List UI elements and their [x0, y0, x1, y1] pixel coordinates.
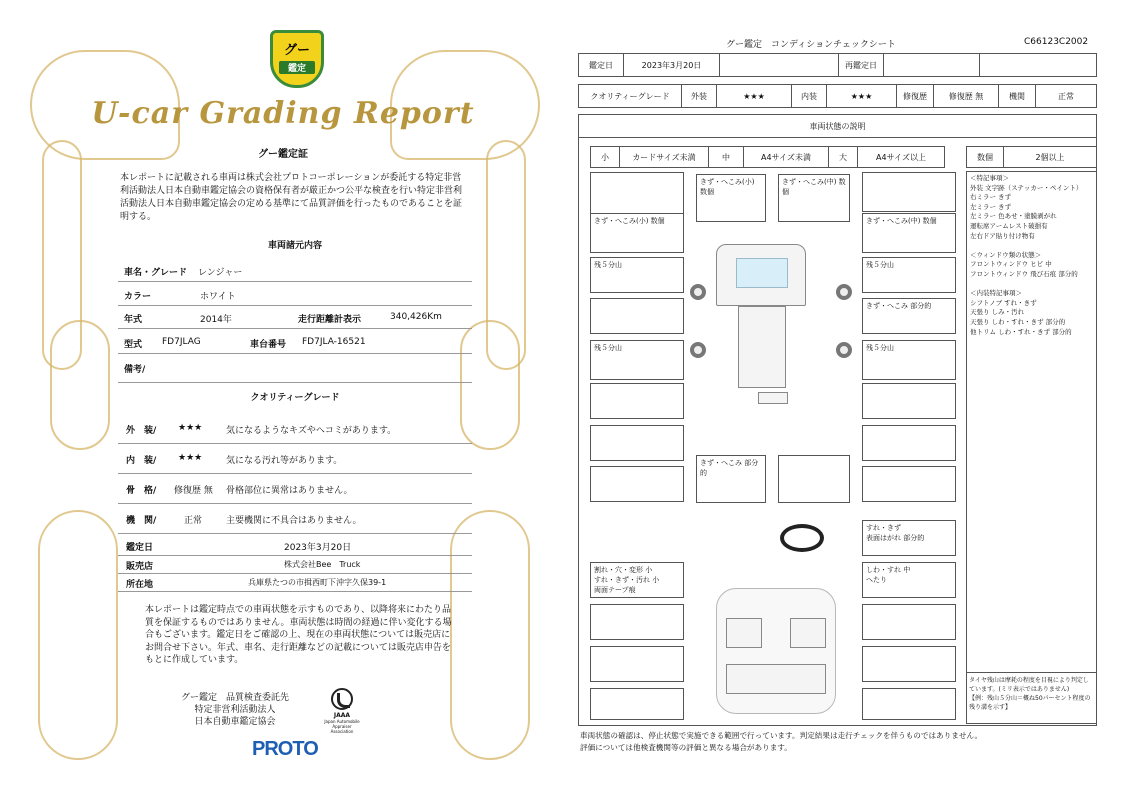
disclaimer-text: 本レポートは鑑定時点での車両状態を示すものであり、以降将来にわたり品質を保証するものではありません。車両状態は時間の経過に伴い変化する場合もございます。鑑定日をご確認の上、現在の車両状態については販売店にお問合せ下さい。年式、車名、走行距離などの記載については販売店申告をもとに作成しています。 — [145, 605, 452, 665]
rear-left-tire-icon — [690, 342, 706, 358]
passenger-seat — [790, 618, 826, 648]
size-large-label: 大 — [828, 146, 858, 168]
special-notes-box — [966, 171, 1097, 724]
appraisal-date-label: 鑑定日 — [126, 543, 154, 553]
size-small-label: 小 — [590, 146, 620, 168]
damage-box — [590, 425, 684, 461]
rear-right-tire-icon — [836, 342, 852, 358]
jaaa-text: JAAA — [333, 712, 351, 719]
damage-box — [590, 646, 684, 682]
damage-box — [862, 172, 956, 212]
chassis-label: 車台番号 — [250, 340, 287, 350]
tire-left-front: 残５分山 — [590, 257, 684, 293]
rear-seat — [726, 664, 826, 694]
sheet-id: C66123C2002 — [1024, 37, 1089, 47]
frame-label: 骨 格/ — [126, 486, 157, 496]
vehicle-year-value: 2014年 — [200, 315, 232, 325]
damage-box — [778, 455, 850, 503]
damage-box — [862, 466, 956, 502]
damage-top-center-left: きず・へこみ(小) 数個 — [696, 174, 766, 222]
vehicle-name-row — [118, 258, 472, 282]
quality-section-title: クオリティーグレード — [250, 393, 340, 403]
damage-box — [862, 646, 956, 682]
vehicle-color-row — [118, 282, 472, 306]
damage-box — [590, 604, 684, 640]
vehicle-name-value: レンジャー — [198, 268, 243, 278]
vehicle-color-label: カラー — [124, 292, 152, 302]
address-row — [118, 574, 472, 592]
ext-stars: ★★★ — [716, 84, 792, 108]
truck-body-diagram — [738, 306, 786, 388]
damage-top-center-right: きず・へこみ(中) 数個 — [778, 174, 850, 222]
size-large-desc: A4サイズ以上 — [857, 146, 945, 168]
dealer-row — [118, 556, 472, 574]
engine-row — [118, 506, 472, 534]
vehicle-year-row — [118, 305, 472, 329]
truck-bumper — [758, 392, 788, 404]
damage-box — [862, 688, 956, 720]
damage-box — [862, 604, 956, 640]
engine-value: 正常 — [184, 516, 203, 526]
sheet-title: グー鑑定 コンディションチェックシート — [726, 40, 896, 50]
interior-label: 内 装/ — [126, 456, 157, 466]
damage-right-mid: きず・へこみ 部分的 — [862, 298, 956, 334]
damage-box — [590, 298, 684, 334]
exterior-stars: ★★★ — [178, 423, 203, 433]
tire-left-rear: 残５分山 — [590, 340, 684, 380]
grade-label: クオリティーグレード — [578, 84, 682, 108]
dealer-label: 販売店 — [126, 562, 154, 572]
intro-text: 本レポートに記載される車両は株式会社プロトコーポレーションが委託する特定非営利活動法人日本自動車鑑定協会の資格保有者が厳正かつ公平な検査を行い特定非営利活動法人日本自動車鑑定協会の定める基準にて品質評価を行ったものであることを証明する。 — [120, 173, 463, 222]
vehicle-year-label: 年式 — [124, 315, 143, 325]
badge-top-text: グー — [283, 43, 310, 58]
reappraisal-label: 再鑑定日 — [838, 53, 884, 77]
exterior-label: 外 装/ — [126, 426, 157, 436]
damage-int-right: しわ・すれ 中 へたり — [862, 562, 956, 598]
interior-diagram — [716, 588, 836, 714]
engine-label: 機関 — [998, 84, 1036, 108]
tire-right-front: 残５分山 — [862, 257, 956, 293]
appraisal-date-row — [118, 536, 472, 556]
vehicle-name-label: 車名・グレード — [124, 268, 188, 278]
damage-box — [590, 466, 684, 502]
appraisal-date-value: 2023年3月20日 — [623, 53, 720, 77]
jaaa-emblem-icon — [331, 688, 353, 710]
report-subtitle: グー鑑定証 — [258, 149, 308, 160]
special-notes: ＜特記事項＞ 外装 文字跡（ステッカー・ペイント） 右ミラー きず 左ミラー きず 左ミラー 色あせ・塗膜剥がれ 運転席アームレスト破損有 左右ドア貼り付け物有 ＜ウィンドウ類の状態＞ フロントウィンドウ ヒビ 中 フロントウィンドウ 飛び石痕 部分的 ＜内装特記事項＞ シフトノブ すれ・きず 天張り しみ・汚れ 天張り しわ・すれ・きず 部分的 他トリム しわ・すれ・きず 部分的 — [970, 174, 1083, 336]
footer-note-1: 車両状態の確認は、停止状態で実施できる範囲で行っています。判定結果は走行チェックを伴うものではありません。 — [580, 731, 983, 740]
damage-int-left: 割れ・穴・変形 小 すれ・きず・汚れ 小 両面テープ痕 — [590, 562, 684, 598]
repair-value: 修復歴 無 — [933, 84, 999, 108]
damage-box — [862, 425, 956, 461]
appraisal-date-value: 2023年3月20日 — [284, 543, 352, 553]
driver-seat — [726, 618, 762, 648]
reappraisal-blank — [979, 53, 1097, 77]
ornament-left-lower — [38, 510, 118, 760]
damage-box — [590, 383, 684, 419]
vehicle-section-title: 車両諸元内容 — [267, 241, 322, 251]
engine-label: 機 関/ — [126, 516, 157, 526]
truck-windshield — [736, 258, 788, 288]
repair-label: 修復歴 — [896, 84, 934, 108]
engine-note: 主要機関に不具合はありません。 — [226, 516, 362, 526]
vehicle-model-value: FD7JLAG — [162, 337, 201, 347]
issuer-text: グー鑑定 品質検査委託先 特定非営利活動法人 日本自動車鑑定協会 — [180, 693, 289, 727]
footer-note-2: 評価については他検査機関等の評価と異なる場合があります。 — [580, 743, 792, 752]
size-small-desc: カードサイズ未満 — [619, 146, 709, 168]
front-right-tire-icon — [836, 284, 852, 300]
exterior-note: 気になるようなキズやヘコミがあります。 — [226, 426, 397, 436]
condition-title: 車両状態の説明 — [578, 114, 1097, 138]
engine-value: 正常 — [1035, 84, 1097, 108]
damage-box — [862, 383, 956, 419]
proto-logo: PROTO — [252, 738, 318, 760]
vehicle-model-label: 型式 — [124, 340, 143, 350]
reappraisal-value — [883, 53, 980, 77]
appraisal-date-blank — [719, 53, 839, 77]
dealer-value: 株式会社Bee Truck — [284, 560, 361, 569]
exterior-row — [118, 416, 472, 444]
vehicle-model-row — [118, 330, 472, 354]
vehicle-color-value: ホワイト — [200, 292, 236, 302]
interior-row — [118, 446, 472, 474]
report-title: U-car Grading Report — [91, 96, 475, 131]
chassis-value: FD7JLA-16521 — [302, 337, 366, 347]
appraisal-date-label: 鑑定日 — [578, 53, 624, 77]
tire-right-rear: 残５分山 — [862, 340, 956, 380]
tire-note: タイヤ残山は摩耗の程度を目視により判定しています。(ミリ表示ではありません) 【例：残山５分山＝概ね50パーセント程度の残り溝を示す】 — [966, 672, 1097, 724]
damage-box-left-upper: きず・へこみ(小) 数個 — [590, 213, 684, 253]
frame-note: 骨格部位に異常はありません。 — [226, 486, 353, 496]
badge-bottom-text: 鑑定 — [279, 61, 315, 74]
remarks-label: 備考/ — [124, 365, 146, 375]
int-stars: ★★★ — [826, 84, 897, 108]
address-label: 所在地 — [126, 580, 154, 590]
interior-stars: ★★★ — [178, 453, 203, 463]
frame-value: 修復歴 無 — [174, 486, 213, 496]
count-label: 数個 — [966, 146, 1004, 168]
count-desc: 2個以上 — [1003, 146, 1097, 168]
steering-wheel-icon — [780, 524, 824, 552]
damage-bottom-left: きず・へこみ 部分的 — [696, 455, 766, 503]
mileage-value: 340,426Km — [390, 312, 442, 322]
size-mid-label: 中 — [708, 146, 744, 168]
size-mid-desc: A4サイズ未満 — [743, 146, 829, 168]
goo-appraisal-badge — [270, 30, 324, 88]
frame-row — [118, 476, 472, 504]
jaaa-logo — [322, 688, 362, 734]
damage-box-right-upper: きず・へこみ(中) 数個 — [862, 213, 956, 253]
int-label: 内装 — [791, 84, 827, 108]
ornament-left-mid — [50, 320, 110, 450]
ext-label: 外装 — [681, 84, 717, 108]
address-value: 兵庫県たつの市揖西町下沖字久保39-1 — [248, 578, 387, 587]
damage-box — [590, 688, 684, 720]
vehicle-remarks-row — [118, 355, 472, 383]
damage-wheel: すれ・きず 表面はがれ 部分的 — [862, 520, 956, 556]
mileage-label: 走行距離計表示 — [298, 315, 362, 325]
interior-note: 気になる汚れ等があります。 — [226, 456, 343, 466]
jaaa-subtext: Japan Automobile Appraiser Association — [324, 719, 360, 734]
front-left-tire-icon — [690, 284, 706, 300]
